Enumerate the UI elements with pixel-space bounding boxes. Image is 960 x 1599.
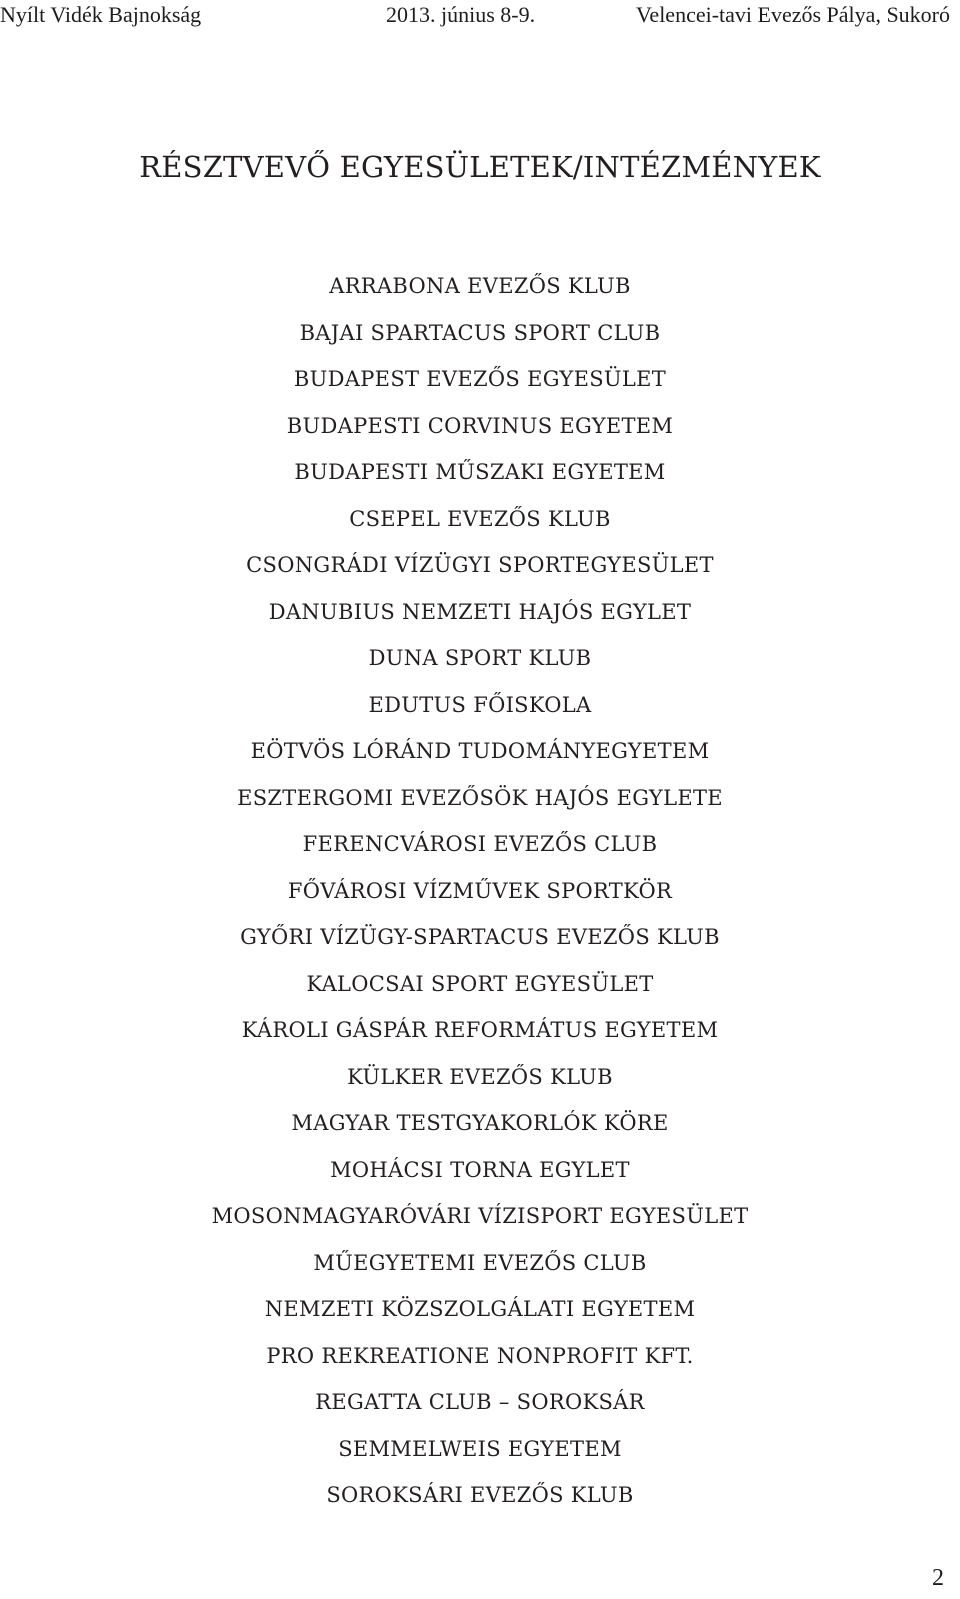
club-item: BUDAPESTI MŰSZAKI EGYETEM	[294, 460, 666, 484]
header-event-name: Nyílt Vidék Bajnokság	[0, 2, 202, 27]
club-item: EÖTVÖS LÓRÁND TUDOMÁNYEGYETEM	[250, 739, 710, 763]
club-item: DANUBIUS NEMZETI HAJÓS EGYLET	[268, 599, 692, 624]
club-item: KALOCSAI SPORT EGYESÜLET	[306, 971, 654, 996]
club-item: GYŐRI VÍZÜGY-SPARTACUS EVEZŐS KLUB	[240, 925, 720, 949]
running-header	[0, 2, 960, 30]
club-item: MŰEGYETEMI EVEZŐS CLUB	[313, 1250, 647, 1275]
club-item: FŐVÁROSI VÍZMŰVEK SPORTKÖR	[287, 878, 673, 903]
club-item: PRO REKREATIONE NONPROFIT KFT.	[266, 1343, 694, 1368]
club-item: FERENCVÁROSI EVEZŐS CLUB	[302, 832, 658, 856]
club-item: ESZTERGOMI EVEZŐSÖK HAJÓS EGYLETE	[237, 785, 723, 810]
club-item: MOHÁCSI TORNA EGYLET	[330, 1157, 630, 1182]
club-item: CSEPEL EVEZŐS KLUB	[349, 506, 611, 531]
page-title: RÉSZTVEVŐ EGYESÜLETEK/INTÉZMÉNYEK	[139, 150, 821, 184]
club-item: MAGYAR TESTGYAKORLÓK KÖRE	[291, 1111, 669, 1135]
club-item: REGATTA CLUB – SOROKSÁR	[315, 1390, 645, 1414]
header-event-venue: Velencei-tavi Evezős Pálya, Sukoró	[635, 2, 950, 27]
club-item: EDUTUS FŐISKOLA	[368, 692, 592, 717]
club-item: BUDAPEST EVEZŐS EGYESÜLET	[293, 367, 667, 391]
club-item: SEMMELWEIS EGYETEM	[338, 1436, 622, 1461]
club-item: MOSONMAGYARÓVÁRI VÍZISPORT EGYESÜLET	[211, 1204, 749, 1228]
club-item: BUDAPESTI CORVINUS EGYETEM	[286, 413, 674, 438]
club-list	[0, 271, 960, 1527]
club-item: CSONGRÁDI VÍZÜGYI SPORTEGYESÜLET	[246, 553, 714, 577]
page-number: 2	[932, 1565, 944, 1591]
club-item: DUNA SPORT KLUB	[368, 646, 592, 670]
club-item: KÁROLI GÁSPÁR REFORMÁTUS EGYETEM	[241, 1018, 719, 1042]
header-event-date: 2013. június 8-9.	[386, 2, 536, 27]
club-item: ARRABONA EVEZŐS KLUB	[329, 274, 631, 298]
club-item: KÜLKER EVEZŐS KLUB	[347, 1064, 613, 1089]
club-item: SOROKSÁRI EVEZŐS KLUB	[326, 1483, 634, 1507]
club-item: BAJAI SPARTACUS SPORT CLUB	[299, 320, 661, 345]
club-item: NEMZETI KÖZSZOLGÁLATI EGYETEM	[264, 1297, 696, 1321]
